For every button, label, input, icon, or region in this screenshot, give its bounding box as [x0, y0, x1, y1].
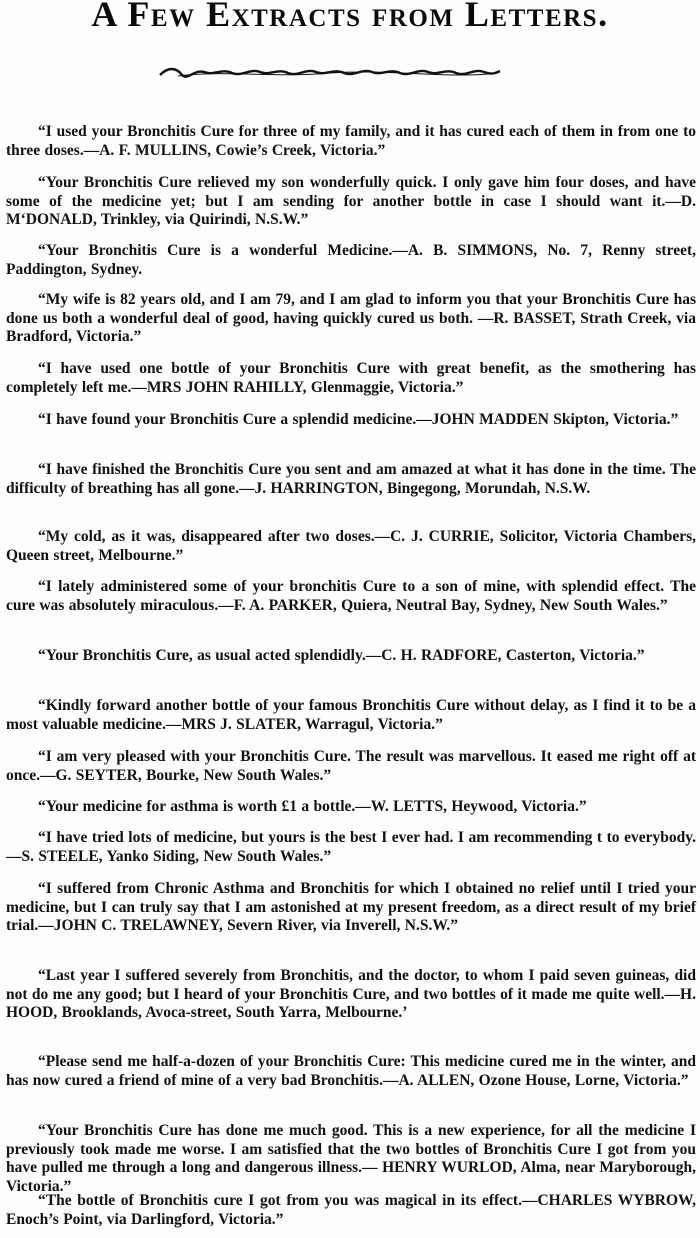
letter-allen: “Please send me half-a-dozen of your Bronchitis Cure: This medicine cured me in the winter, and has now cured a friend of mine of a very bad Bronchitis.—A. ALLEN, Ozone House, Lorne, Victoria.” [6, 1053, 696, 1089]
letter-mullins: “I used your Bronchitis Cure for three of my family, and it has cured each of them in from one to three doses.—A. F. MULLINS, Cowie’s Creek, Victoria.” [6, 123, 696, 159]
letter-mcdonald: “Your Bronchitis Cure relieved my son wonderfully quick. I only gave him four doses, and have some of the medicine yet; but I am sending for another bottle in case I should want it.—D. M‘DONALD, Trinkley, via Quirindi, N.S.W.” [6, 174, 696, 228]
letter-letts: “Your medicine for asthma is worth £1 a bottle.—W. LETTS, Heywood, Victoria.” [38, 798, 587, 815]
letter-slater: “Kindly forward another bottle of your famous Bronchitis Cure without delay, as I find it to be a most valuable medicine.—MRS J. SLATER, Warragul, Victoria.” [6, 697, 696, 733]
letter-steele: “I have tried lots of medicine, but yours is the best I ever had. I am recommending t to everybody.—S. STEELE, Yanko Siding, New South Wales.” [6, 829, 696, 865]
letter-parker: “I lately administered some of your bronchitis Cure to a son of mine, with splendid effect. The cure was absolutely miraculous.—F. A. PARKER, Quiera, Neutral Bay, Sydney, New South Wales.” [6, 578, 696, 614]
letter-hood: “Last year I suffered severely from Bronchitis, and the doctor, to whom I paid seven guineas, did not do me any good; but I heard of your Bronchitis Cure, and two bottles of it made me quite well.—H. HOOD, Brooklands, Avoca-street, South Yarra, Melbourne.’ [6, 967, 696, 1021]
letter-radfore: “Your Bronchitis Cure, as usual acted splendidly.—C. H. RADFORE, Casterton, Victoria.” [38, 647, 645, 664]
letter-harrington: “I have finished the Bronchitis Cure you sent and am amazed at what it has done in the time. The difficulty of breathing has all gone.—J. HARRINGTON, Bingegong, Morundah, N.S.W. [6, 461, 696, 497]
wavy-divider [158, 64, 502, 82]
letter-simmons: “Your Bronchitis Cure is a wonderful Medicine.—A. B. SIMMONS, No. 7, Renny street, Paddington, Sydney. [6, 242, 696, 278]
letter-rahilly: “I have used one bottle of your Bronchitis Cure with great benefit, as the smothering has completely left me.—MRS JOHN RAHILLY, Glenmaggie, Victoria.” [6, 360, 696, 396]
letter-madden: “I have found your Bronchitis Cure a splendid medicine.—JOHN MADDEN Skipton, Victoria.” [38, 411, 679, 428]
letter-wurlod: “Your Bronchitis Cure has done me much good. This is a new experience, for all the medicine I previously took made me worse. I am satisfied that the two bottles of Bronchitis Cure I got from you have pulled me through a long and dangerous illness.— HENRY WURLOD, Alma, near Maryborough, Victoria.” [6, 1122, 696, 1195]
letter-trelawney: “I suffered from Chronic Asthma and Bronchitis for which I obtained no relief until I tried your medicine, but I can truly say that I am astonished at my present freedom, as a direct result of my brief trial.—JOHN C. TRELAWNEY, Severn River, via Inverell, N.S.W.” [6, 880, 696, 934]
letters-column [6, 117, 696, 1235]
page-title: A Few Extracts from Letters. [91, 0, 609, 34]
letter-currie: “My cold, as it was, disappeared after two doses.—C. J. CURRIE, Solicitor, Victoria Chambers, Queen street, Melbourne.” [6, 528, 696, 564]
letter-basset: “My wife is 82 years old, and I am 79, and I am glad to inform you that your Bronchitis Cure has done us both a wonderful deal of good, having quickly cured us both. —R. BASSET, Strath Creek, via Bradford, Victoria.” [6, 291, 696, 345]
letter-wybrow: “The bottle of Bronchitis cure I got from you was magical in its effect.—CHARLES WYBROW, Enoch’s Point, via Darlingford, Victoria.” [6, 1192, 696, 1228]
letter-seyter: “I am very pleased with your Bronchitis Cure. The result was marvellous. It eased me right off at once.—G. SEYTER, Bourke, New South Wales.” [6, 748, 696, 784]
